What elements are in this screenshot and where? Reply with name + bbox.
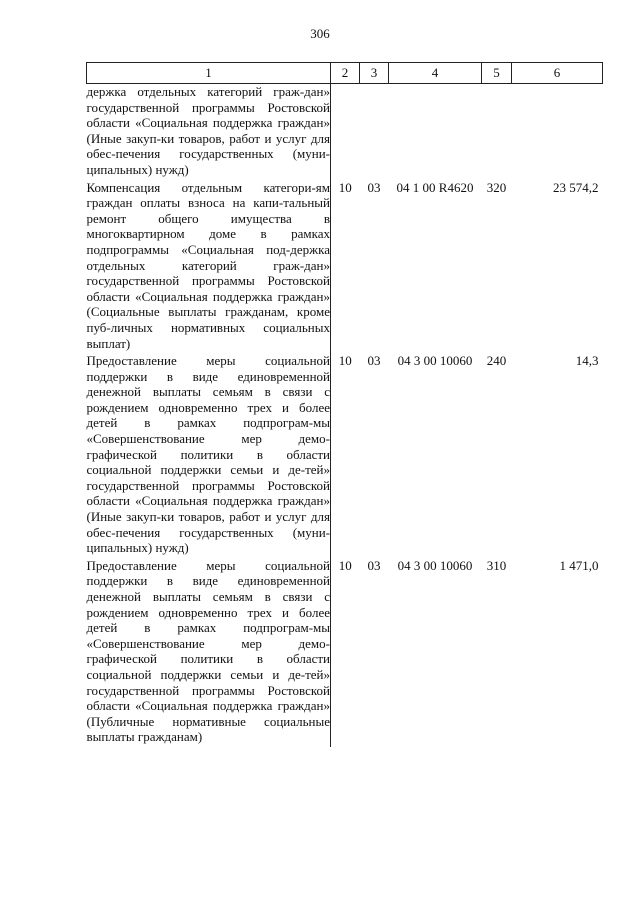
row-description: Предоставление меры социальной поддержки в виде единовременной денежной выплаты семьям в связи с рождением одновременно трех и более детей в рамках подпрограм-мы «Совершенствование мер демо-графической политики в области социальной поддержки семьи и де-тей» государственной программы Ростовской области «Социальная поддержка граждан» (Иные закуп-ки товаров, работ и услуг для обес-печения государственных (муни-ципальных) нужд) [87, 353, 331, 558]
row-subsection [360, 84, 389, 180]
header-col-4: 4 [389, 63, 482, 84]
row-expense-type: 240 [486, 353, 507, 369]
row-description: держка отдельных категорий граж-дан» государственной программы Ростовской области «Социальная поддержка граждан» (Иные закуп-ки товаров, работ и услуг для обес-печения государственных (муни-ципальных) нужд) [87, 84, 331, 180]
row-section: 10 [338, 353, 352, 369]
row-target-code [389, 84, 482, 180]
row-section: 10 [338, 179, 352, 195]
row-amount: 23 574,2 [553, 179, 599, 195]
row-section: 10 [338, 557, 352, 573]
row-section [331, 84, 360, 180]
table-row [87, 558, 603, 747]
header-col-5: 5 [482, 63, 512, 84]
row-subsection: 03 [367, 179, 381, 195]
row-amount [512, 84, 603, 180]
header-col-6: 6 [512, 63, 603, 84]
header-col-1: 1 [87, 63, 331, 84]
row-description: Предоставление меры социальной поддержки в виде единовременной денежной выплаты семьям в связи с рождением одновременно трех и более детей в рамках подпрограм-мы «Совершенствование мер демо-графической политики в области социальной поддержки семьи и де-тей» государственной программы Ростовской области «Социальная поддержка граждан» (Публичные нормативные социальные выплаты гражданам) [87, 558, 331, 747]
row-amount: 14,3 [575, 353, 599, 369]
table-row [87, 180, 603, 354]
row-target-code: 04 3 00 10060 [397, 557, 473, 573]
row-subsection: 03 [367, 557, 381, 573]
row-target-code: 04 1 00 R4620 [396, 179, 474, 195]
row-expense-type [482, 84, 512, 180]
table-header-row [87, 63, 603, 84]
table-row [87, 353, 603, 558]
row-amount: 1 471,0 [559, 557, 599, 573]
budget-table [86, 62, 603, 747]
row-expense-type: 320 [486, 179, 507, 195]
row-target-code: 04 3 00 10060 [397, 353, 473, 369]
header-col-2: 2 [331, 63, 360, 84]
row-description: Компенсация отдельным категори-ям граждан оплаты взноса на капи-тальный ремонт общего имущества в многоквартирном доме в рамках подпрограммы «Социальная под-держка отдельных категорий граж-дан» государственной программы Ростовской области «Социальная поддержка граждан» (Социальные выплаты гражданам, кроме пуб-личных нормативных социальных выплат) [87, 180, 331, 354]
table-row [87, 84, 603, 180]
page-number: 306 [310, 26, 330, 41]
row-expense-type: 310 [486, 557, 507, 573]
header-col-3: 3 [360, 63, 389, 84]
row-subsection: 03 [367, 353, 381, 369]
